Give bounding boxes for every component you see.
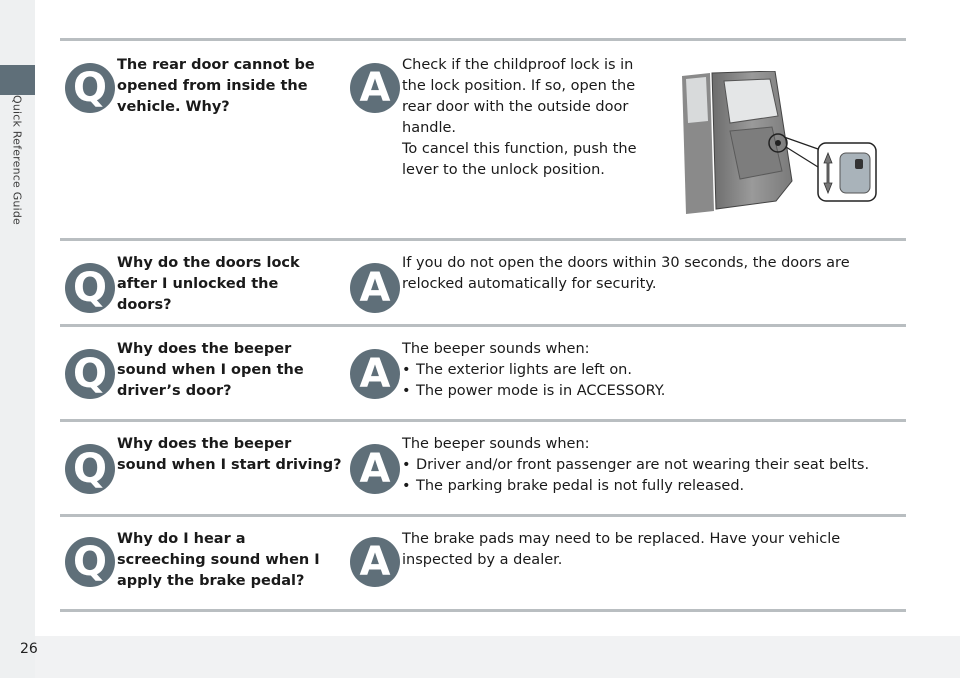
qa-item <box>60 41 906 238</box>
question-badge-icon: Q <box>65 537 115 587</box>
divider <box>60 609 906 612</box>
bullet-item: • The exterior lights are left on. <box>402 360 902 381</box>
question-badge-icon: Q <box>65 349 115 399</box>
answer-line: handle. <box>402 120 457 136</box>
question-text: Why do I hear a screeching sound when I apply the brake pedal? <box>117 531 320 589</box>
answer-badge-icon: A <box>350 349 400 399</box>
answer-line: the lock position. If so, open the <box>402 78 636 94</box>
answer-text: The brake pads may need to be replaced. Have your vehicle inspected by a dealer. <box>402 531 841 568</box>
answer-badge-icon: A <box>350 63 400 113</box>
answer-line: To cancel this function, push the <box>402 141 637 157</box>
question-text: Why does the beeper sound when I open the driver’s door? <box>117 341 304 399</box>
answer-text <box>402 434 902 497</box>
answer-text <box>402 339 902 402</box>
question-text: Why do the doors lock after I unlocked the doors? <box>117 255 300 313</box>
qa-item <box>60 327 906 419</box>
sidebar-section-tab <box>0 65 35 95</box>
faq-list <box>60 38 906 612</box>
sidebar-section-label: Quick Reference Guide <box>10 95 24 225</box>
answer-line: Check if the childproof lock is in <box>402 57 634 73</box>
question-badge-icon: Q <box>65 263 115 313</box>
answer-badge-icon: A <box>350 444 400 494</box>
bullet-item: • The power mode is in ACCESSORY. <box>402 381 902 402</box>
question-badge-icon: Q <box>65 444 115 494</box>
question-badge-icon: Q <box>65 63 115 113</box>
footer-band <box>35 636 960 678</box>
qa-item <box>60 241 906 324</box>
answer-text <box>402 55 662 181</box>
question-text: Why does the beeper sound when I start driving? <box>117 436 342 473</box>
answer-badge-icon: A <box>350 537 400 587</box>
bullet-item: • The parking brake pedal is not fully released. <box>402 476 902 497</box>
page-number: 26 <box>20 641 38 657</box>
answer-badge-icon: A <box>350 263 400 313</box>
question-text: The rear door cannot be opened from inside the vehicle. Why? <box>117 57 315 115</box>
qa-item <box>60 422 906 514</box>
answer-line: lever to the unlock position. <box>402 162 605 178</box>
answer-text: If you do not open the doors within 30 seconds, the doors are relocked automatically for security. <box>402 255 850 292</box>
answer-intro: The beeper sounds when: <box>402 341 590 357</box>
bullet-item: • Driver and/or front passenger are not wearing their seat belts. <box>402 455 902 476</box>
sidebar <box>0 0 35 678</box>
answer-line: rear door with the outside door <box>402 99 629 115</box>
qa-item <box>60 517 906 609</box>
answer-intro: The beeper sounds when: <box>402 436 590 452</box>
childproof-lock-illustration <box>680 71 880 216</box>
